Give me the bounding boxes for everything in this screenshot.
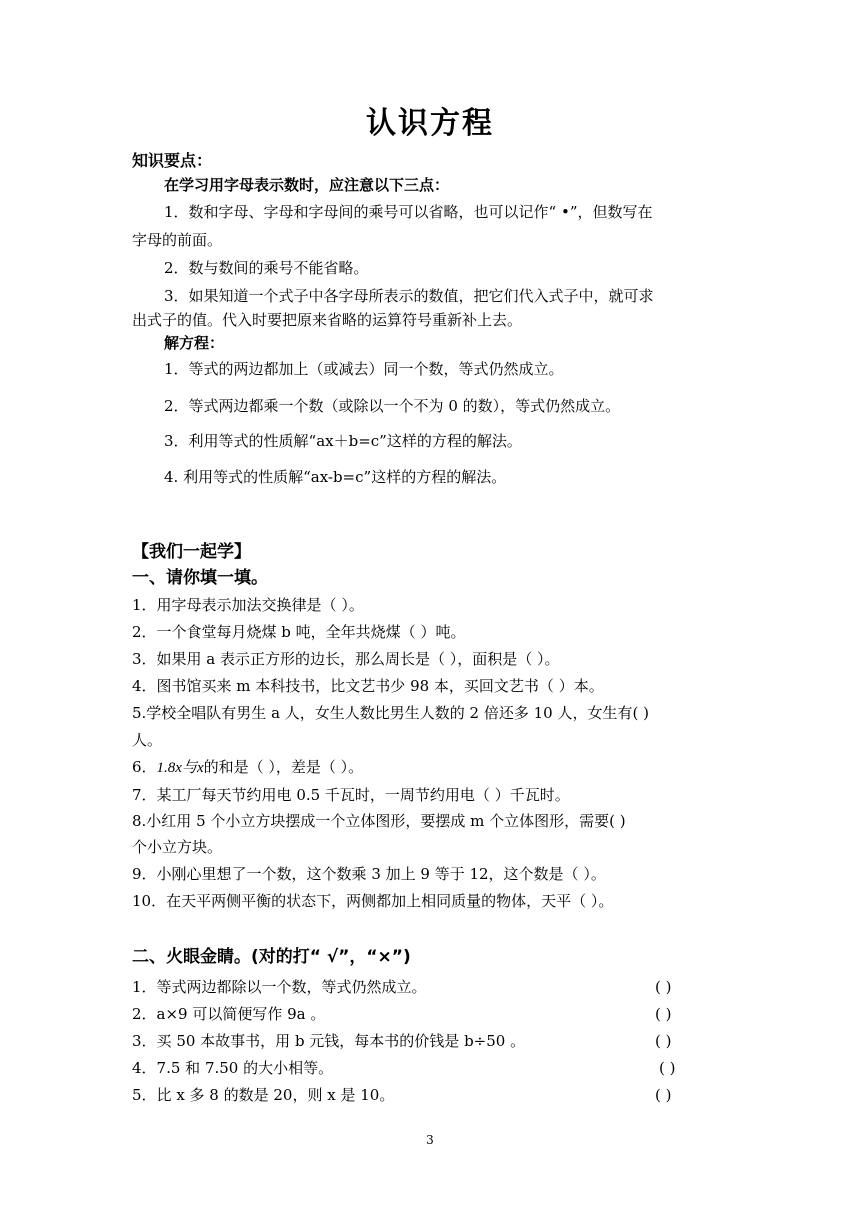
- judge-item-number: 2．: [132, 1005, 157, 1023]
- judge-item: [132, 1005, 325, 1023]
- question-8-line-2: 个小立方块。: [132, 838, 223, 856]
- knowledge-point-1-line-2: 字母的前面。: [132, 231, 223, 249]
- question-6-expression: 1.8x与x: [156, 760, 204, 776]
- solve-rule-2: 2．等式两边都乘一个数（或除以一个不为 0 的数），等式仍然成立。: [164, 397, 621, 415]
- judge-answer-bracket: ( ): [655, 1032, 672, 1050]
- knowledge-intro: 在学习用字母表示数时，应注意以下三点：: [164, 176, 450, 194]
- page-number: 3: [426, 1133, 434, 1147]
- judge-item-number: 5．: [132, 1086, 157, 1104]
- judge-item-text: 比 x 多 8 的数是 20，则 x 是 10。: [156, 1086, 395, 1104]
- judge-answer-bracket: ( ): [655, 1005, 672, 1023]
- question-9: 9．小刚心里想了一个数，这个数乘 3 加上 9 等于 12，这个数是（ ）。: [132, 865, 606, 883]
- question-6-text: 的和是（ ），差是（ ）。: [203, 758, 364, 776]
- question-8-line-1: 8.小红用 5 个小立方块摆成一个立体图形，要摆成 m 个立体图形，需要( ): [132, 812, 626, 830]
- knowledge-point-3-line-1: 3．如果知道一个式子中各字母所表示的数值，把它们代入式子中，就可求: [164, 287, 654, 305]
- question-6-number: 6．: [132, 758, 157, 776]
- judge-item-number: 1．: [132, 978, 157, 996]
- question-10: 10．在天平两侧平衡的状态下，两侧都加上相同质量的物体，天平（ ）。: [132, 892, 614, 910]
- question-4: 4．图书馆买来 m 本科技书，比文艺书少 98 本，买回文艺书（ ）本。: [132, 677, 604, 695]
- solve-rule-4: 4. 利用等式的性质解“ax-b=c”这样的方程的解法。: [164, 468, 507, 486]
- question-7: 7．某工厂每天节约用电 0.5 千瓦时，一周节约用电（ ）千瓦时。: [132, 786, 570, 804]
- solve-rule-1: 1．等式的两边都加上（或减去）同一个数，等式仍然成立。: [164, 360, 564, 378]
- part-1-heading: 一、请你填一填。: [132, 568, 268, 588]
- judge-answer-bracket: ( ): [659, 1059, 676, 1077]
- judge-item-text: 买 50 本故事书，用 b 元钱，每本书的价钱是 b÷50 。: [156, 1032, 526, 1050]
- solve-rule-3: 3．利用等式的性质解“ax＋b=c”这样的方程的解法。: [164, 432, 522, 450]
- knowledge-heading: 知识要点：: [132, 151, 213, 170]
- judge-item: [132, 1032, 525, 1050]
- question-6: [132, 758, 363, 777]
- judge-item-number: 3．: [132, 1032, 157, 1050]
- knowledge-point-2: 2．数与数间的乘号不能省略。: [164, 259, 369, 277]
- judge-answer-bracket: ( ): [655, 1086, 672, 1104]
- question-5-line-1: 5.学校全唱队有男生 a 人，女生人数比男生人数的 2 倍还多 10 人，女生有( ): [132, 704, 649, 722]
- judge-item-text: 等式两边都除以一个数，等式仍然成立。: [156, 978, 427, 996]
- solve-heading: 解方程：: [164, 334, 225, 352]
- judge-item: [132, 1059, 333, 1077]
- question-3: 3．如果用 a 表示正方形的边长，那么周长是（ ），面积是（ ）。: [132, 650, 560, 668]
- knowledge-point-1-line-1: 1．数和字母、字母和字母间的乘号可以省略，也可以记作“ •”，但数写在: [164, 203, 653, 221]
- knowledge-point-3-line-2: 出式子的值。代入时要把原来省略的运算符号重新补上去。: [132, 311, 523, 329]
- judge-item-text: a×9 可以简便写作 9a 。: [156, 1005, 326, 1023]
- judge-answer-bracket: ( ): [655, 978, 672, 996]
- part-2-heading: 二、火眼金睛。(对的打“ √”，“×”): [132, 947, 411, 967]
- section-learn-heading: 【我们一起学】: [132, 542, 251, 562]
- judge-item: [132, 978, 427, 996]
- page-title: 认识方程: [366, 106, 494, 141]
- question-2: 2．一个食堂每月烧煤 b 吨，全年共烧煤（ ）吨。: [132, 623, 466, 641]
- question-1: 1．用字母表示加法交换律是（ ）。: [132, 596, 364, 614]
- question-5-line-2: 人。: [132, 731, 163, 749]
- judge-item-number: 4．: [132, 1059, 157, 1077]
- judge-item: [132, 1086, 394, 1104]
- judge-item-text: 7.5 和 7.50 的大小相等。: [156, 1059, 334, 1077]
